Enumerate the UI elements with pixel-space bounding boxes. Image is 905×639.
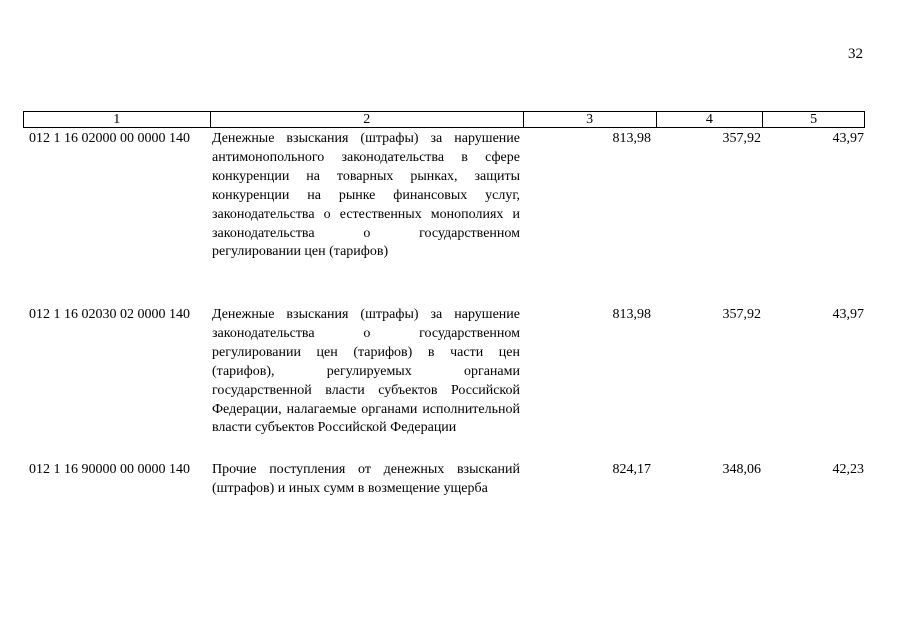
- row-code: 012 1 16 02030 02 0000 140: [29, 307, 190, 322]
- header-col-1: 1: [24, 112, 211, 127]
- header-col-2: 2: [211, 112, 524, 127]
- row-value-col3: 813,98: [612, 131, 651, 146]
- page-number: 32: [848, 46, 863, 62]
- row-value-col5: 43,97: [832, 131, 864, 146]
- row-code: 012 1 16 02000 00 0000 140: [29, 131, 190, 146]
- header-col-5: 5: [810, 112, 818, 127]
- row-description: Денежные взыскания (штрафы) за нарушение законодательства о государственном регулировании цен (тарифов) в части цен (тарифов), регулируемых органами государственной власти субъектов Российской Федерации, налагаемые органами исполнительной власти субъектов Российской Федерации: [212, 307, 520, 436]
- row-value-col3: 813,98: [612, 307, 651, 322]
- row-code: 012 1 16 90000 00 0000 140: [29, 462, 190, 477]
- row-description: Денежные взыскания (штрафы) за нарушение антимонопольного законодательства в сфере конкуренции на товарных рынках, защиты конкуренции на рынке финансовых услуг, законодательства о естественных монополиях и законодательства о государственном регулировании цен (тарифов): [212, 131, 520, 260]
- row-value-col5: 43,97: [832, 307, 864, 322]
- row-description: Прочие поступления от денежных взысканий (штрафов) и иных сумм в возмещение ущерба: [212, 462, 520, 496]
- table-header: [23, 111, 865, 128]
- header-col-3: 3: [524, 112, 657, 127]
- header-col-4: 4: [657, 112, 764, 127]
- row-value-col4: 357,92: [722, 131, 761, 146]
- row-value-col3: 824,17: [612, 462, 651, 477]
- row-value-col4: 357,92: [722, 307, 761, 322]
- row-value-col4: 348,06: [722, 462, 761, 477]
- row-value-col5: 42,23: [832, 462, 864, 477]
